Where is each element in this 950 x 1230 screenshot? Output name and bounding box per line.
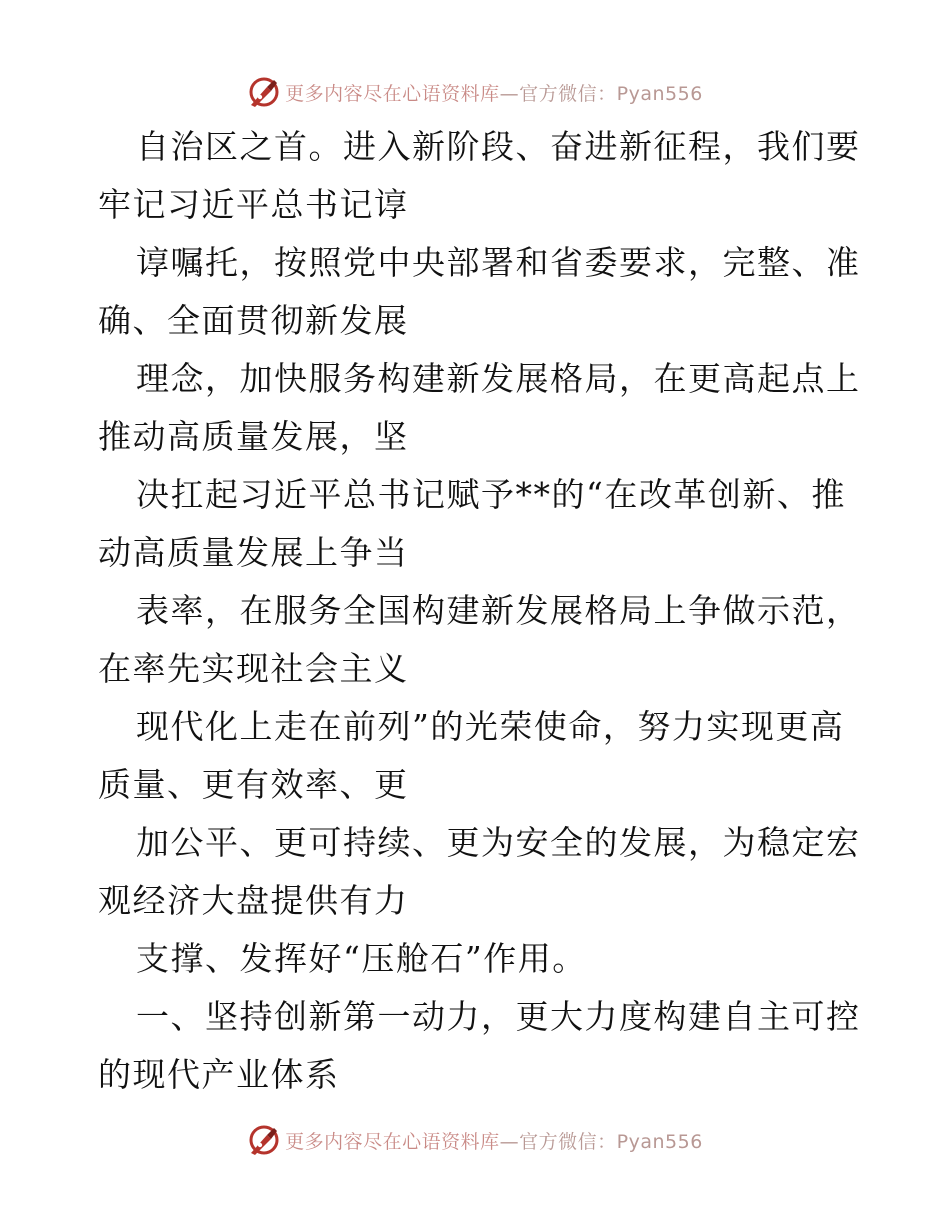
section-heading-continued: 的现代产业体系: [98, 1055, 340, 1094]
text-line: 推动高质量发展，坚: [98, 417, 409, 456]
header-banner-wechat: —官方微信：Pyan556: [499, 82, 703, 105]
header-banner-text: [285, 79, 703, 106]
footer-banner-title: 更多内容尽在心语资料库: [285, 1130, 500, 1153]
text-line: 决扛起习近平总书记赋予**的“在改革创新、推: [136, 475, 846, 514]
text-line: 理念，加快服务构建新发展格局，在更高起点上: [136, 359, 861, 398]
text-line: 观经济大盘提供有力: [98, 881, 409, 920]
text-line: 牢记习近平总书记谆: [98, 185, 409, 224]
pen-logo-icon: [247, 1123, 281, 1157]
document-body: [98, 118, 861, 1104]
header-banner-title: 更多内容尽在心语资料库: [285, 82, 500, 105]
text-line: 加公平、更可持续、更为安全的发展，为稳定宏: [136, 823, 861, 862]
text-line: 现代化上走在前列”的光荣使命，努力实现更高: [136, 707, 845, 746]
section-heading: 一、坚持创新第一动力，更大力度构建自主可控: [136, 997, 861, 1036]
header-banner-inner: [247, 75, 703, 109]
header-banner: [0, 72, 950, 112]
text-line: 确、全面贯彻新发展: [98, 301, 409, 340]
text-line: 自治区之首。进入新阶段、奋进新征程，我们要: [136, 127, 861, 166]
footer-banner: [0, 1120, 950, 1160]
text-line: 谆嘱托，按照党中央部署和省委要求，完整、准: [136, 243, 861, 282]
footer-banner-wechat: —官方微信：Pyan556: [499, 1130, 703, 1153]
text-line: 质量、更有效率、更: [98, 765, 409, 804]
text-line: 动高质量发展上争当: [98, 533, 409, 572]
text-line: 支撑、发挥好“压舱石”作用。: [136, 939, 587, 978]
footer-banner-text: [285, 1127, 703, 1154]
text-line: 在率先实现社会主义: [98, 649, 409, 688]
text-line: 表率，在服务全国构建新发展格局上争做示范，: [136, 591, 861, 630]
footer-banner-inner: [247, 1123, 703, 1157]
pen-logo-icon: [247, 75, 281, 109]
